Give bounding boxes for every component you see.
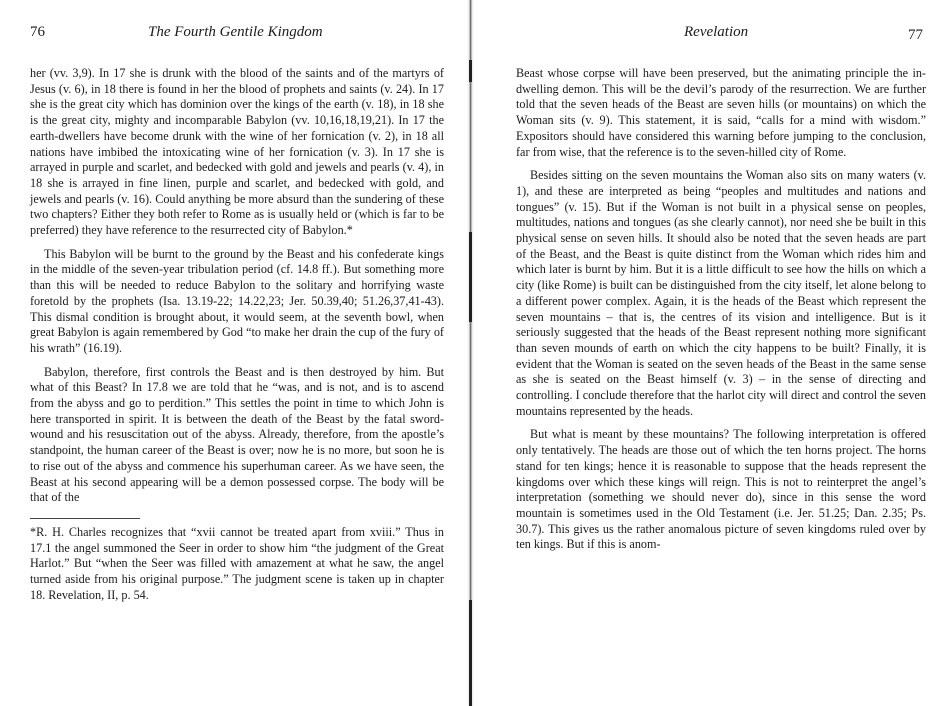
paragraph: Besides sitting on the seven mountains the Woman also sits on many waters (v. 1), and these are interpreted as being “peoples and multitudes and nations and tongues” (v. 15). But if the Woman is not built in a physical sense on peoples, multitudes, nations and tongues (as she clearly cannot), nor need she be built in this physical sense on seven hills. It should also be noted that the seven heads are part of the Beast, and the Beast is quite distinct from the Woman which rides him and which later is burnt by him. But it is a little difficult to see how the hills on which a city (like Rome) is built can be distinguished from the city itself, let alone belong to a different power complex. Again, it is the heads of the Beast which represent the seven mountains – that is, the centres of its vision and intelligence. But is it seriously suggested that the heads of the Beast represent nothing more significant than seven mounds of earth on which the city happens to be built? Finally, it is evident that the Woman is seated on the seven heads of the Beast in the same sense as she is seated on the Beast himself (v. 3) – in the sense of directing and controlling. I conclude therefore that the harlot city will direct and control the seven mountains represented by the heads. bbox=[516, 168, 926, 418]
left-page bbox=[0, 0, 468, 706]
paragraph: her (vv. 3,9). In 17 she is drunk with the blood of the saints and of the martyrs of Jesus (v. 6), in 18 there is found in her the blood of prophets and saints (v. 24). In 17 she is the great city which has dominion over the kings of the earth (v. 18), in 18 she is the great city, mighty and incomparable Babylon (vv. 10,16,18,19,21). In 17 the earth-dwellers have become drunk with the wine of her fornication (v. 2), in 18 all nations have imbibed the intoxicating wine of her fornication (v. 3). In 17 she is arrayed in purple and scarlet, and bedecked with gold and jewels and pearls (v. 4), in 18 she is arrayed in fine linen, purple and scarlet, and bedecked with gold, and jewels and pearls (v. 16). Could anything be more absurd than the sundering of these two chapters? Either they both refer to Rome as is usually held or (which is far to be preferred) they have reference to the resurrected city of Babylon.* bbox=[30, 66, 444, 238]
right-page-body bbox=[516, 66, 926, 553]
left-page-header bbox=[0, 24, 468, 46]
paragraph: Babylon, therefore, first controls the Beast and is then destroyed by him. But what of this Beast? In 17.8 we are told that he “was, and is not, and is to ascend from the abyss and go to perdition.” This settles the point in time to which John is here transported in spirit. It is between the death of the Beast by the fatal sword-wound and his resuscitation out of the abyss. Already, therefore, from the apostle’s standpoint, the human career of the Beast is over; now he is no more, but soon he is to rise out of the abyss and commence his superhuman career. As we have seen, the Beast at his second appearing will be a demon possessed corpse. The body will be that of the bbox=[30, 364, 444, 505]
footnote: *R. H. Charles recognizes that “xvii cannot be treated apart from xviii.” Thus in 17.1 the angel summoned the Seer in order to show him “the judgment of the Great Harlot.” But “when the Seer was filled with amazement at what he saw, the angel turned aside from his original purpose.” The judgment scene is taken up in chapter 18. Revelation, II, p. 54. bbox=[30, 524, 444, 602]
book-gutter bbox=[467, 0, 474, 706]
paragraph: This Babylon will be burnt to the ground by the Beast and his confederate kings in the middle of the seven-year tribulation period (cf. 14.8 ff.). But something more than this will be needed to reduce Babylon to the solitary and horrifying waste foretold by the prophets (Isa. 13.19-22; 14.22,23; Jer. 50.39,40; 51.26,37,41-43). This dismal condition is brought about, it would seem, at the seventh bowl, when great Babylon is again remembered by God “to make her drain the cup of the fury of his wrath” (16.19). bbox=[30, 246, 444, 355]
gutter-mark bbox=[469, 60, 472, 82]
paragraph: Beast whose corpse will have been preserved, but the animating principle the in-dwelling demon. This will be the devil’s parody of the resurrection. We are further told that the seven heads of the Beast are seven hills (or mountains) on which the Woman sits (v. 9). This statement, it is said, “calls for a mind with wisdom.” Expositors should have considered this warning before jumping to the conclusion, far from wise, that the reference is to the seven-hilled city of Rome. bbox=[516, 66, 926, 159]
page-number-left: 76 bbox=[30, 24, 45, 40]
left-page-body bbox=[30, 66, 444, 604]
right-page-header bbox=[474, 24, 941, 46]
paragraph: But what is meant by these mountains? The following interpretation is offered only tentatively. The heads are those out of which the ten horns project. The horns stand for ten kings; hence it is reasonable to suppose that the heads represent the kingdoms over which these kings will reign. This is not to reinterpret the angel’s interpretation (something we should never do), since in this sense the word mountain is sometimes used in the Old Testament (i.e. Jer. 51.25; Dan. 2.35; Ps. 30.7). This gives us the rather anomalous picture of seven kingdoms ruled over by ten kings. But if this is anom- bbox=[516, 427, 926, 552]
right-page bbox=[474, 0, 941, 706]
gutter-mark bbox=[469, 232, 472, 322]
running-title-right: Revelation bbox=[684, 24, 749, 40]
footnote-rule bbox=[30, 518, 140, 519]
running-title-left: The Fourth Gentile Kingdom bbox=[148, 24, 323, 40]
gutter-mark bbox=[469, 600, 472, 706]
page-number-right: 77 bbox=[908, 27, 923, 43]
